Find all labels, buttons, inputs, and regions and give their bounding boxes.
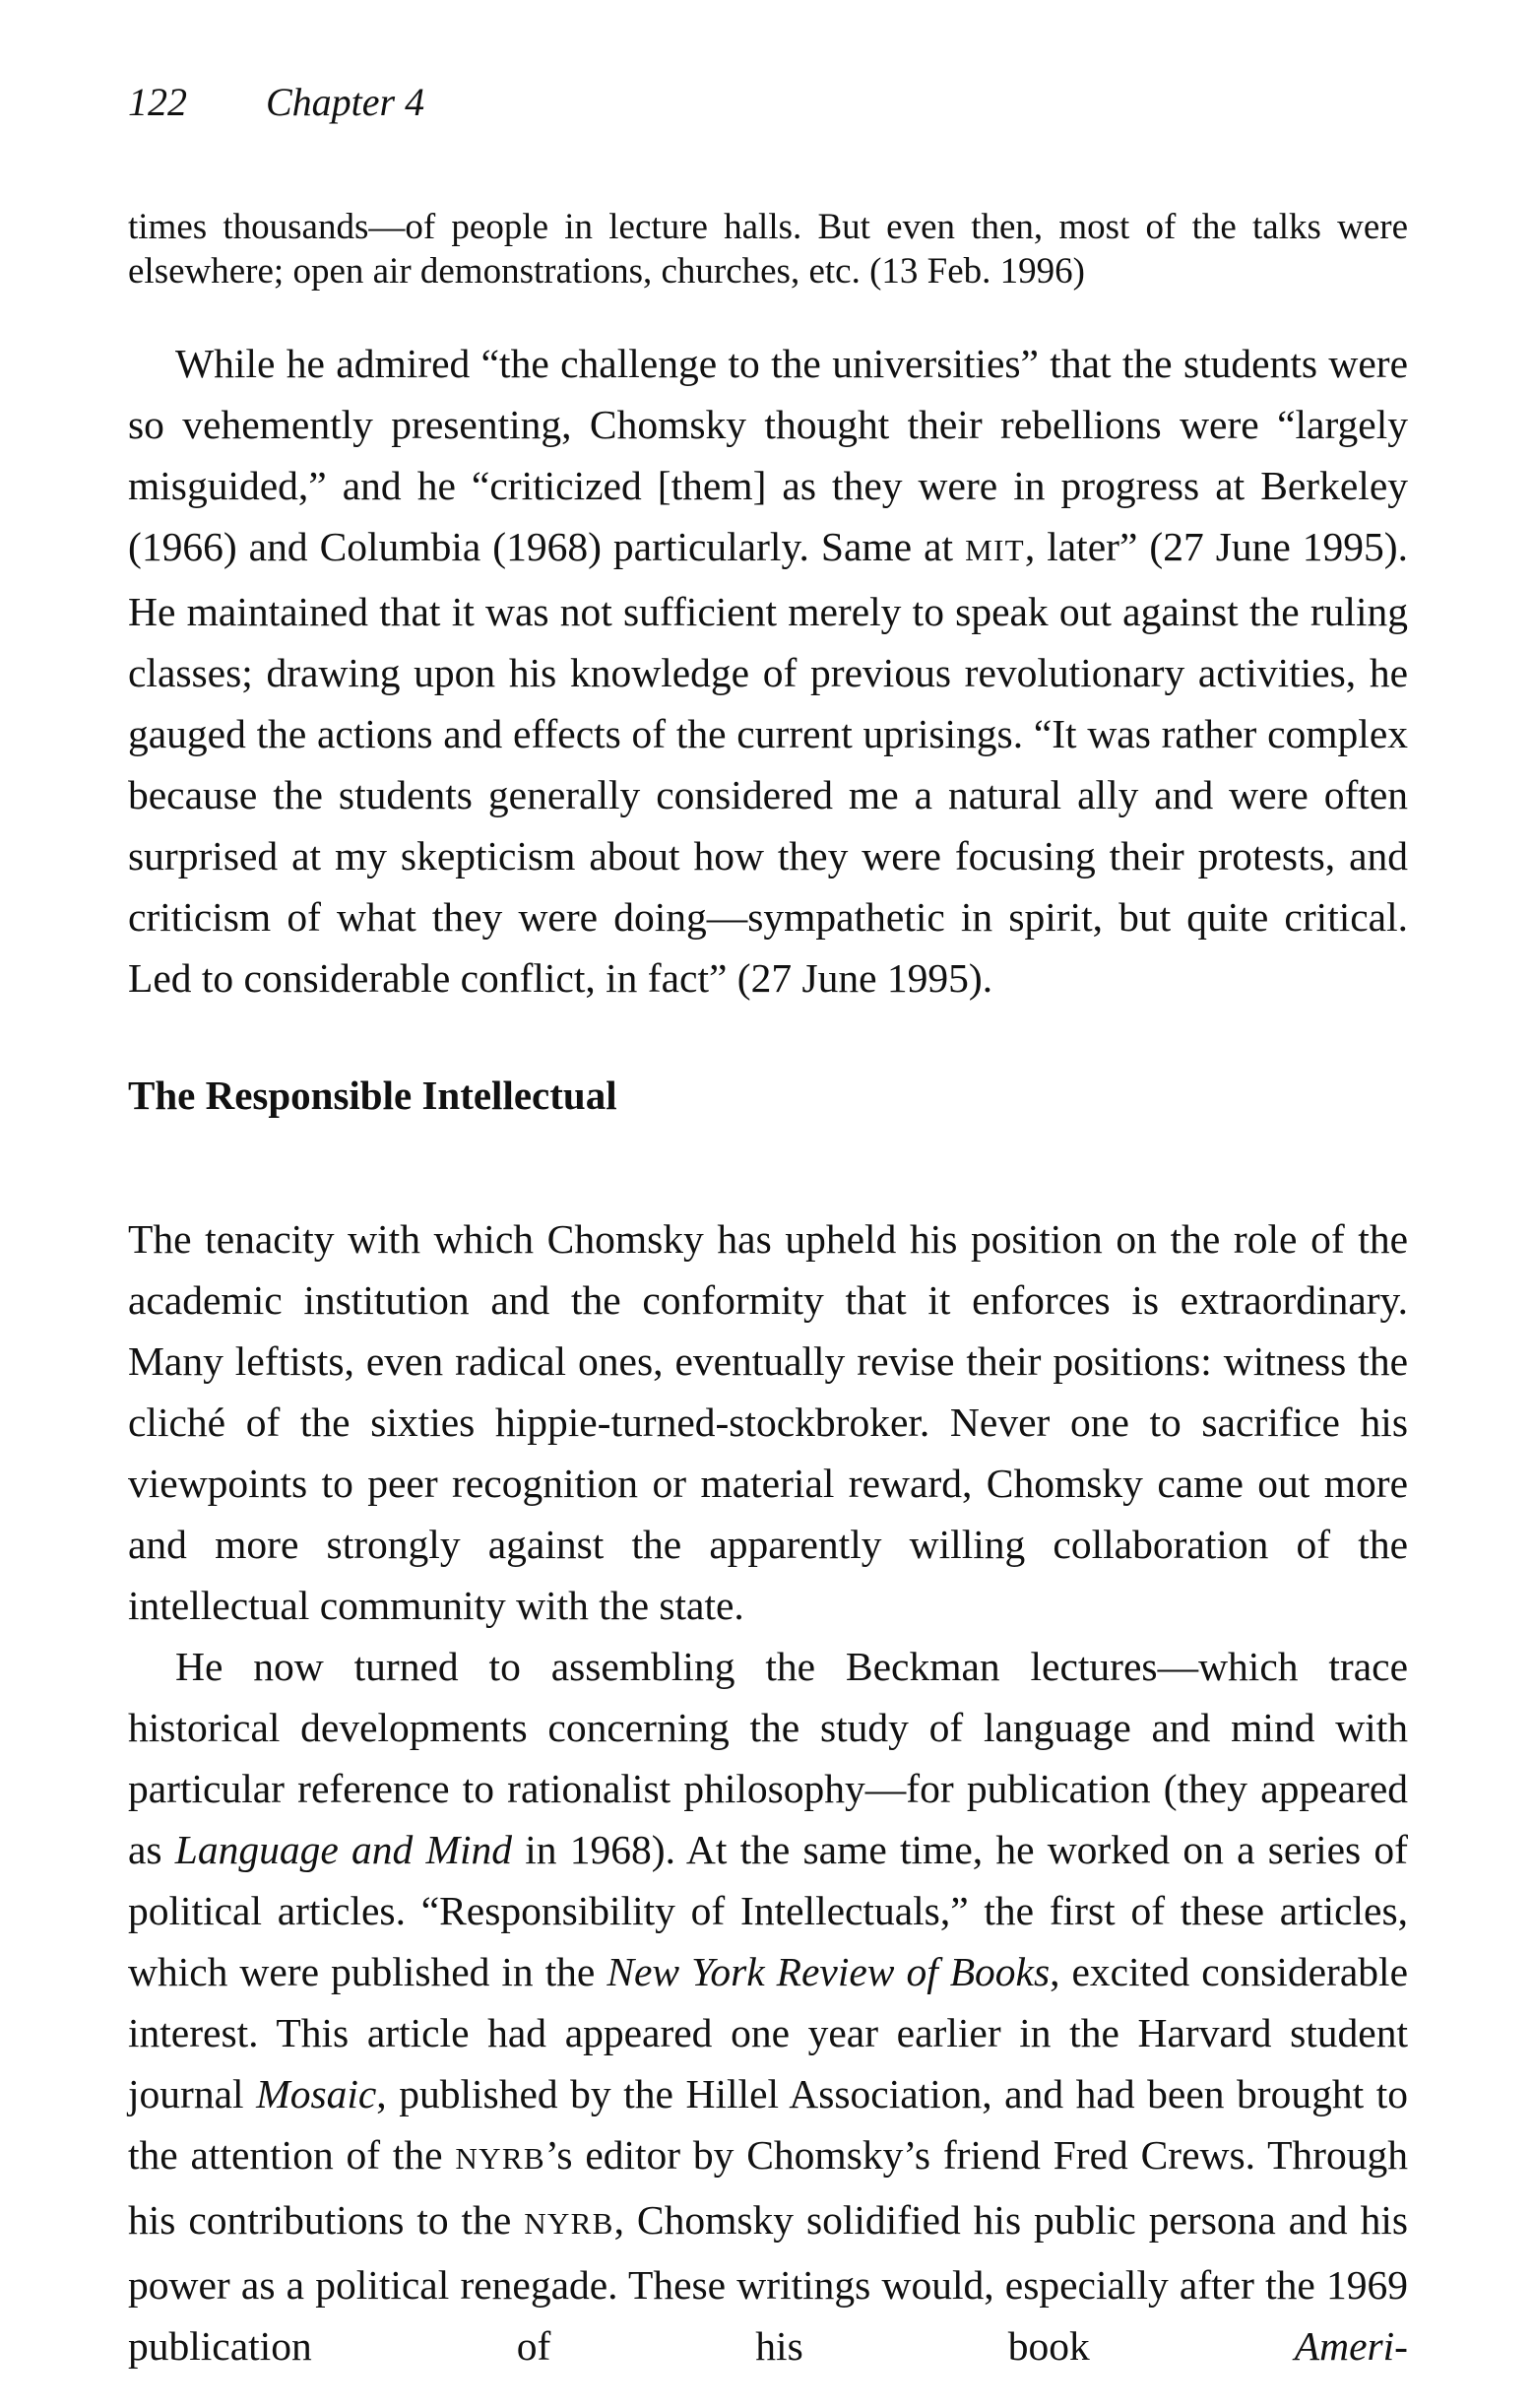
- paragraph-3-text-e: ’s editor by Chomsky’s friend Fred Crews. Through his contributions to the: [128, 2132, 1408, 2243]
- section-heading: The Responsible Intellectual: [128, 1073, 617, 1118]
- page-number: 122: [128, 80, 187, 124]
- paragraph-3-text-f: , Chomsky solidified his public persona and his power as a political renegade. These writings would, especially after the 1969 publication of his book: [128, 2197, 1408, 2369]
- paragraph-1-text-a: While he admired “the challenge to the universities” that the students were so vehemently presenting, Chomsky thought their rebellions were “largely misguided,” and he “criticized [them] as they were in progress at Berkeley (1966) and Columbia (1968) particularly. Same at: [128, 341, 1408, 569]
- journal-title-nyrb: New York Review of Books: [607, 1949, 1051, 1994]
- nyrb-small-caps: NYRB: [455, 2141, 545, 2176]
- paragraph-3-text-d: , published by the Hillel Association, and had been brought to the attention of the: [128, 2071, 1408, 2178]
- book-title-language-and-mind: Language and Mind: [174, 1827, 513, 1872]
- paragraph-1-text-b: , later” (27 June 1995). He maintained that it was not sufficient merely to speak out against the ruling classes; drawing upon his knowledge of previous revolutionary activities, he gauged the actions and effects of the current uprisings. “It was rather complex because the students generally considered me a natural ally and were often surprised at my skepticism about how they were focusing their protests, and criticism of what they were doing—sympathetic in spirit, but quite critical. Led to considerable conflict, in fact” (27 June 1995).: [128, 524, 1408, 1001]
- journal-title-mosaic: Mosaic: [256, 2071, 377, 2116]
- nyrb-small-caps-2: NYRB: [524, 2206, 614, 2241]
- paragraph-2: The tenacity with which Chomsky has upheld his position on the role of the academic institution and the conformity that it enforces is extraordinary. Many leftists, even radical ones, eventually revise their positions: witness the cliché of the sixties hippie-turned-stockbroker. Never one to sacrifice his viewpoints to peer recognition or material reward, Chomsky came out more and more strongly against the apparently willing collaboration of the intellectual community with the state.: [128, 1216, 1408, 1628]
- running-header: [128, 79, 1408, 126]
- mit-small-caps: MIT: [965, 533, 1025, 567]
- paragraph-3-text-b: in 1968). At the same time, he worked on a series of political articles. “Responsibility of Intellectuals,” the first of these articles, which were published in the: [128, 1827, 1408, 1994]
- block-quote: times thousands—of people in lecture halls. But even then, most of the talks were elsewhere; open air demonstrations, churches, etc. (13 Feb. 1996): [128, 207, 1408, 292]
- paragraph-3: [128, 1636, 1408, 2376]
- book-title-fragment: Ameri-: [1294, 2323, 1408, 2369]
- paragraph-3-text-c: , excited considerable interest. This article had appeared one year earlier in the Harvard student journal: [128, 1949, 1408, 2116]
- book-page: [128, 79, 1408, 2376]
- paragraph-1: [128, 333, 1408, 1009]
- paragraph-3-text-a: He now turned to assembling the Beckman lectures—which trace historical developments concerning the study of language and mind with particular reference to rationalist philosophy—for publication (they appeared as: [128, 1644, 1408, 1872]
- running-title: Chapter 4: [266, 80, 425, 124]
